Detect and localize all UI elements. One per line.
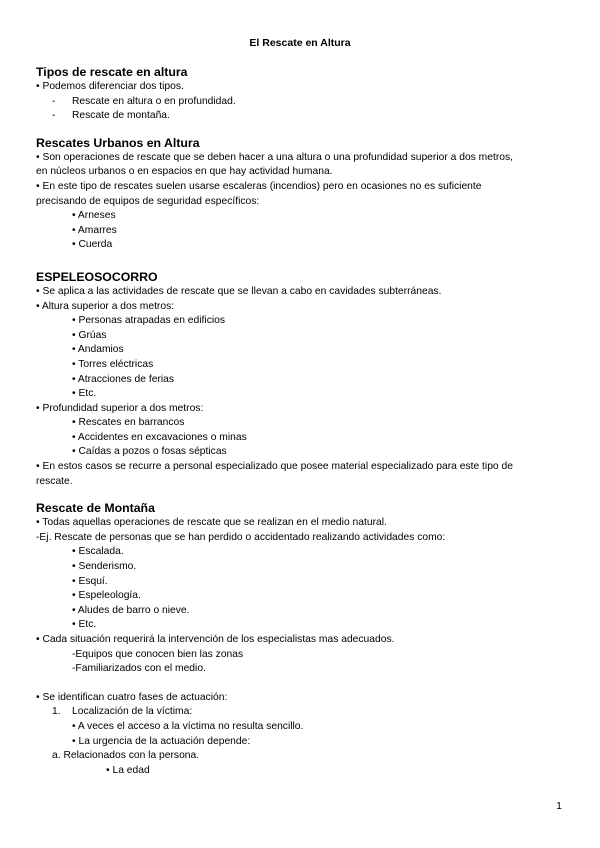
document-body [36,64,566,789]
lettered-item: a. Relacionados con la persona. [52,750,200,762]
list-item: • Grúas [72,329,107,341]
paragraph-line: • Son operaciones de rescate que se deben hacer a una altura o una profundidad superior a dos metros, [36,151,514,163]
item-label: Localización de la víctima: [72,706,193,718]
list-item: • Caídas a pozos o fosas sépticas [72,446,227,458]
list-item: • Andamios [72,344,124,356]
list-item: • Aludes de barro o nieve. [72,604,190,616]
list-item: • Etc. [72,388,97,400]
paragraph: • Todas aquellas operaciones de rescate que se realizan en el medio natural. [36,517,387,529]
list-item: • Accidentes en excavaciones o minas [72,431,247,443]
list-item: • La urgencia de la actuación depende: [72,735,251,747]
paragraph: • Cada situación requerirá la intervención de los especialistas mas adecuados. [36,634,395,645]
paragraph-line: rescate. [36,475,73,487]
item-number: 1. [52,706,61,718]
list-item: - Rescate de montaña. [36,109,566,124]
list-label: • Profundidad superior a dos metros: [36,402,204,414]
list-item: • Escalada. [72,546,124,558]
list-item: -Familiarizados con el medio. [72,663,206,675]
list-item: • Cuerda [72,239,113,251]
paragraph-line: • En estos casos se recurre a personal especializado que posee material especializado para este tipo de [36,461,513,473]
section-heading: ESPELEOSOCORRO [36,269,158,284]
paragraph-line: • En este tipo de rescates suelen usarse escaleras (incendios) pero en ocasiones no es suficiente [36,180,482,192]
paragraph-line: en núcleos urbanos o en espacios en que hay actividad humana. [36,166,333,178]
paragraph: • Se aplica a las actividades de rescate que se llevan a cabo en cavidades subterráneas. [36,285,442,297]
list-item: • Personas atrapadas en edificios [72,315,226,327]
dash-bullet: - [52,95,56,107]
section-espeleosocorro [36,269,566,489]
list-item: • Esquí. [72,575,108,587]
paragraph: • Se identifican cuatro fases de actuación: [36,691,228,703]
list-item: - Rescate en altura o en profundidad. [36,95,566,110]
list-item: • Atracciones de ferias [72,373,175,385]
section-heading: Tipos de rescate en altura [36,65,188,79]
dash-bullet: - [52,110,56,122]
list-item: • La edad [106,764,150,776]
spacer [36,677,566,691]
paragraph: -Ej. Rescate de personas que se han perdido o accidentado realizando actividades como: [36,531,446,543]
list-item: • Senderismo. [72,561,137,573]
paragraph: • Podemos diferenciar dos tipos. [36,81,184,92]
list-item: • Arneses [72,210,116,222]
section-heading: Rescate de Montaña [36,501,155,516]
list-item: • Torres eléctricas [72,358,154,370]
list-item: • Etc. [72,619,97,631]
numbered-item [36,705,566,720]
list-item: • Espeleología. [72,590,141,602]
list-item: • A veces el acceso a la víctima no resulta sencillo. [72,720,304,732]
section-tipos [36,64,566,124]
paragraph-line: precisando de equipos de seguridad específicos: [36,195,260,207]
section-urbanos [36,135,566,253]
list-item: -Equipos que conocen bien las zonas [72,648,244,660]
list-item: • Amarres [72,224,117,236]
page-number: 1 [556,800,562,812]
section-heading: Rescates Urbanos en Altura [36,135,200,150]
list-label: • Altura superior a dos metros: [36,300,175,312]
document-title: El Rescate en Altura [249,37,351,49]
section-montana [36,500,566,778]
list-item: • Rescates en barrancos [72,417,185,429]
